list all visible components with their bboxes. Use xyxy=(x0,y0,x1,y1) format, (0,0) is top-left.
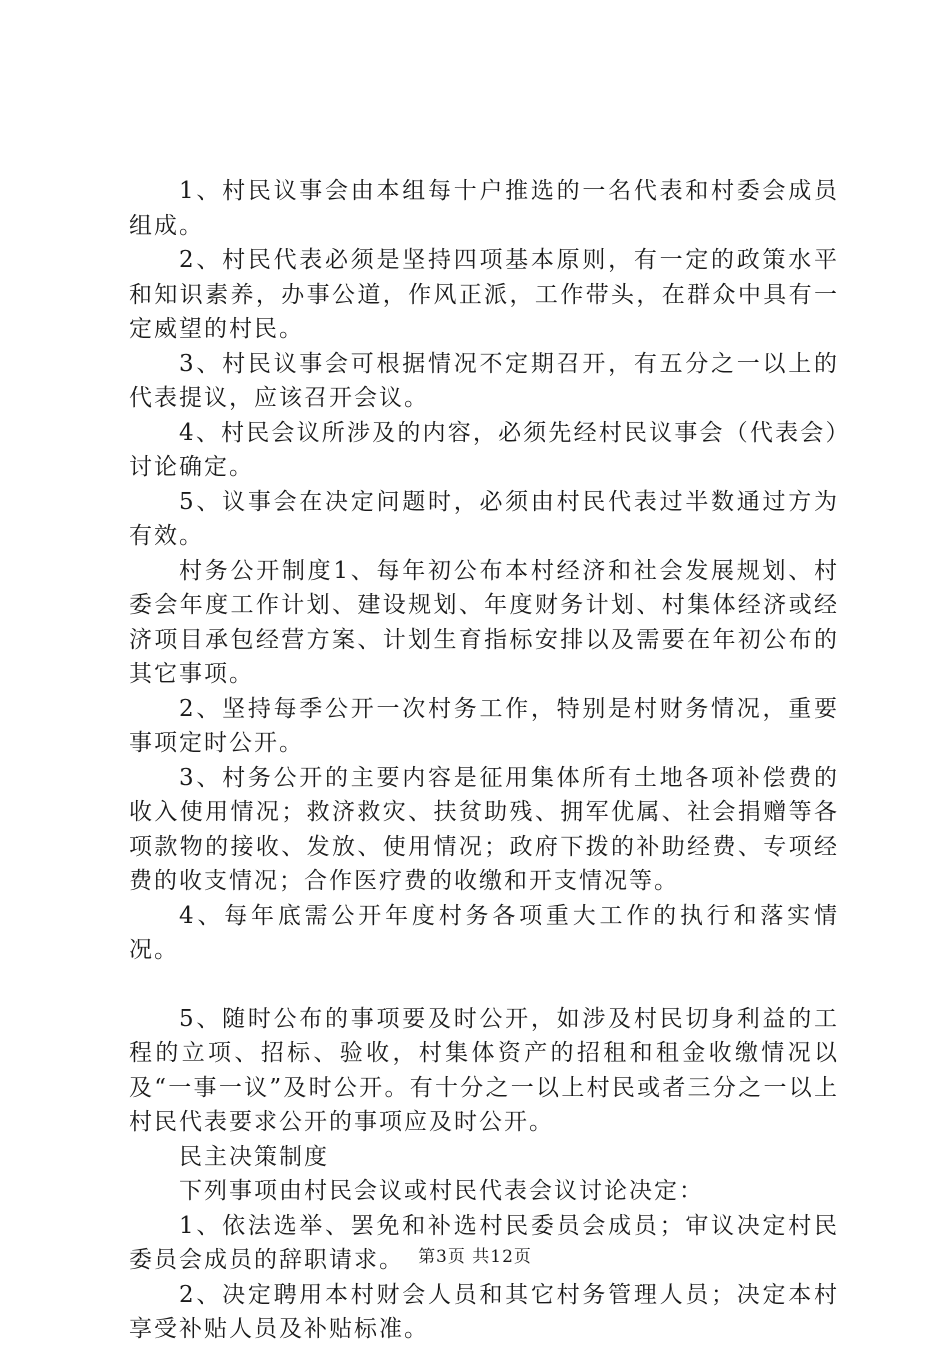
paragraph-4: 4、村民会议所涉及的内容，必须先经村民议事会（代表会）讨论确定。 xyxy=(129,419,839,480)
section-heading: 民主决策制度 xyxy=(179,1143,329,1170)
document-body xyxy=(129,174,839,1347)
paragraph-1: 1、村民议事会由本组每十户推选的一名代表和村委会成员组成。 xyxy=(129,178,839,239)
page-number-footer: 第3页 共12页 xyxy=(418,1247,532,1267)
paragraph-7: 2、坚持每季公开一次村务工作，特别是村财务情况，重要事项定时公开。 xyxy=(129,695,839,756)
paragraph-13: 1、依法选举、罢免和补选村民委员会成员；审议决定村民委员会成员的辞职请求。 xyxy=(129,1212,839,1273)
paragraph-2: 2、村民代表必须是坚持四项基本原则，有一定的政策水平和知识素养，办事公道，作风正派，工作带头，在群众中具有一定威望的村民。 xyxy=(129,247,839,342)
paragraph-5: 5、议事会在决定问题时，必须由村民代表过半数通过方为有效。 xyxy=(129,488,839,549)
paragraph-8: 3、村务公开的主要内容是征用集体所有土地各项补偿费的收入使用情况；救济救灾、扶贫助残、拥军优属、社会捐赠等各项款物的接收、发放、使用情况；政府下拨的补助经费、专项经费的收支情况；合作医疗费的收缴和开支情况等。 xyxy=(129,764,839,894)
paragraph-9: 4、每年底需公开年度村务各项重大工作的执行和落实情况。 xyxy=(129,902,839,963)
paragraph-6: 村务公开制度1、每年初公布本村经济和社会发展规划、村委会年度工作计划、建设规划、年度财务计划、村集体经济或经济项目承包经营方案、计划生育指标安排以及需要在年初公布的其它事项。 xyxy=(129,557,839,687)
paragraph-12: 下列事项由村民会议或村民代表会议讨论决定： xyxy=(179,1178,704,1204)
paragraph-14: 2、决定聘用本村财会人员和其它村务管理人员；决定本村享受补贴人员及补贴标准。 xyxy=(129,1281,839,1342)
paragraph-10: 5、随时公布的事项要及时公开，如涉及村民切身利益的工程的立项、招标、验收，村集体资产的招租和租金收缴情况以及“一事一议”及时公开。有十分之一以上村民或者三分之一以上村民代表要求公开的事项应及时公开。 xyxy=(129,1005,839,1135)
paragraph-3: 3、村民议事会可根据情况不定期召开，有五分之一以上的代表提议，应该召开会议。 xyxy=(129,350,839,411)
